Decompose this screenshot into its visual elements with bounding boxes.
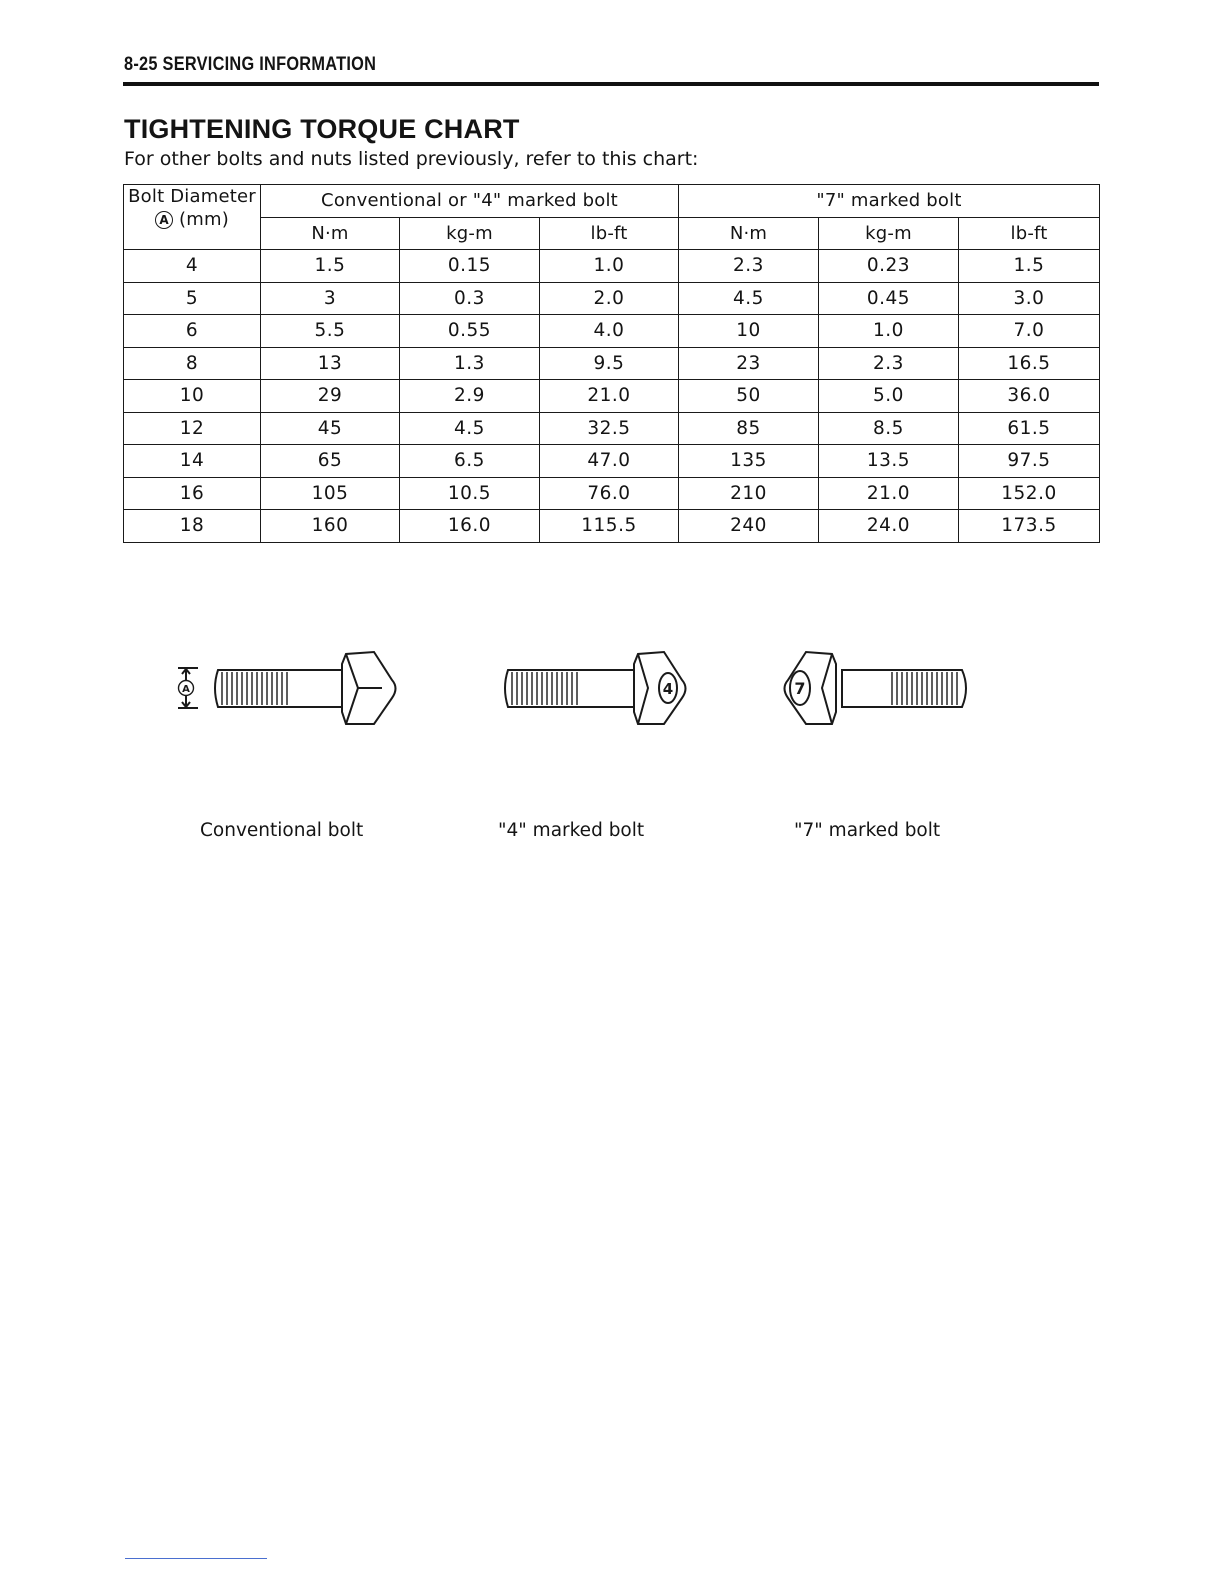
- torque-value-cell: 23: [679, 347, 819, 380]
- bolt-diameter-cell: 8: [124, 347, 261, 380]
- caption-7-marked-bolt: "7" marked bolt: [794, 820, 941, 841]
- torque-value-cell: 152.0: [959, 477, 1100, 510]
- torque-value-cell: 85: [679, 412, 819, 445]
- torque-value-cell: 6.5: [400, 445, 540, 478]
- torque-value-cell: 13: [261, 347, 400, 380]
- torque-value-cell: 4.5: [400, 412, 540, 445]
- torque-value-cell: 0.15: [400, 250, 540, 283]
- torque-value-cell: 1.5: [959, 250, 1100, 283]
- torque-value-cell: 105: [261, 477, 400, 510]
- diameter-header-label: Bolt Diameter: [128, 186, 256, 207]
- torque-value-cell: 8.5: [819, 412, 959, 445]
- page-title: TIGHTENING TORQUE CHART: [124, 114, 520, 144]
- torque-table: [123, 184, 1100, 543]
- torque-value-cell: 1.5: [261, 250, 400, 283]
- mark-4-label: 4: [662, 680, 674, 698]
- torque-value-cell: 21.0: [540, 380, 679, 413]
- torque-value-cell: 0.3: [400, 282, 540, 315]
- torque-value-cell: 16.0: [400, 510, 540, 543]
- bolt-diameter-cell: 16: [124, 477, 261, 510]
- bolt-diameter-cell: 5: [124, 282, 261, 315]
- torque-value-cell: 210: [679, 477, 819, 510]
- scan-edge-mark: [125, 1558, 267, 1559]
- torque-value-cell: 173.5: [959, 510, 1100, 543]
- torque-value-cell: 4.0: [540, 315, 679, 348]
- table-row: [124, 347, 1100, 380]
- 7-marked-bolt-figure: [772, 640, 982, 740]
- table-row: [124, 250, 1100, 283]
- diameter-header-cell: [124, 185, 261, 250]
- unit-header: kg-m: [819, 217, 959, 250]
- torque-value-cell: 47.0: [540, 445, 679, 478]
- caption-4-marked-bolt: "4" marked bolt: [498, 820, 645, 841]
- torque-value-cell: 2.3: [679, 250, 819, 283]
- group-header-conventional: Conventional or "4" marked bolt: [261, 185, 679, 218]
- dimension-a-label: A: [182, 684, 190, 695]
- torque-value-cell: 13.5: [819, 445, 959, 478]
- torque-value-cell: 1.0: [540, 250, 679, 283]
- torque-value-cell: 5.0: [819, 380, 959, 413]
- torque-value-cell: 36.0: [959, 380, 1100, 413]
- torque-value-cell: 61.5: [959, 412, 1100, 445]
- torque-value-cell: 240: [679, 510, 819, 543]
- bolt-diameter-cell: 6: [124, 315, 261, 348]
- circled-a-symbol: A: [155, 211, 173, 229]
- table-row: [124, 445, 1100, 478]
- torque-value-cell: 2.0: [540, 282, 679, 315]
- torque-value-cell: 16.5: [959, 347, 1100, 380]
- caption-conventional-bolt: Conventional bolt: [200, 820, 364, 841]
- unit-header: kg-m: [400, 217, 540, 250]
- table-row: [124, 510, 1100, 543]
- torque-value-cell: 32.5: [540, 412, 679, 445]
- torque-value-cell: 2.3: [819, 347, 959, 380]
- torque-value-cell: 7.0: [959, 315, 1100, 348]
- diameter-unit: (mm): [179, 209, 229, 230]
- torque-value-cell: 4.5: [679, 282, 819, 315]
- torque-value-cell: 115.5: [540, 510, 679, 543]
- torque-value-cell: 50: [679, 380, 819, 413]
- unit-header: lb-ft: [959, 217, 1100, 250]
- torque-value-cell: 135: [679, 445, 819, 478]
- torque-value-cell: 10: [679, 315, 819, 348]
- group-header-7-marked: "7" marked bolt: [679, 185, 1100, 218]
- torque-value-cell: 1.0: [819, 315, 959, 348]
- torque-value-cell: 3: [261, 282, 400, 315]
- conventional-bolt-figure: [170, 640, 410, 740]
- table-units-row: [124, 217, 1100, 250]
- page-subtitle: For other bolts and nuts listed previously, refer to this chart:: [124, 148, 699, 170]
- 4-marked-bolt-figure: [498, 640, 698, 740]
- torque-value-cell: 45: [261, 412, 400, 445]
- bolt-diameter-cell: 14: [124, 445, 261, 478]
- bolt-diameter-cell: 10: [124, 380, 261, 413]
- unit-header: lb-ft: [540, 217, 679, 250]
- bolt-diameter-cell: 12: [124, 412, 261, 445]
- torque-value-cell: 97.5: [959, 445, 1100, 478]
- torque-value-cell: 24.0: [819, 510, 959, 543]
- unit-header: N·m: [679, 217, 819, 250]
- table-row: [124, 380, 1100, 413]
- torque-value-cell: 5.5: [261, 315, 400, 348]
- torque-value-cell: 1.3: [400, 347, 540, 380]
- torque-value-cell: 3.0: [959, 282, 1100, 315]
- mark-7-label: 7: [794, 679, 806, 698]
- torque-value-cell: 0.45: [819, 282, 959, 315]
- torque-value-cell: 65: [261, 445, 400, 478]
- table-row: [124, 412, 1100, 445]
- torque-value-cell: 0.23: [819, 250, 959, 283]
- unit-header: N·m: [261, 217, 400, 250]
- torque-value-cell: 9.5: [540, 347, 679, 380]
- torque-value-cell: 2.9: [400, 380, 540, 413]
- table-row: [124, 282, 1100, 315]
- table-row: [124, 477, 1100, 510]
- section-header: 8-25 SERVICING INFORMATION: [124, 54, 377, 75]
- torque-value-cell: 160: [261, 510, 400, 543]
- torque-value-cell: 76.0: [540, 477, 679, 510]
- table-row: [124, 315, 1100, 348]
- header-rule: [123, 82, 1099, 86]
- bolt-diameter-cell: 18: [124, 510, 261, 543]
- torque-value-cell: 0.55: [400, 315, 540, 348]
- torque-value-cell: 10.5: [400, 477, 540, 510]
- table-header-row: [124, 185, 1100, 218]
- torque-value-cell: 29: [261, 380, 400, 413]
- torque-value-cell: 21.0: [819, 477, 959, 510]
- bolt-diameter-cell: 4: [124, 250, 261, 283]
